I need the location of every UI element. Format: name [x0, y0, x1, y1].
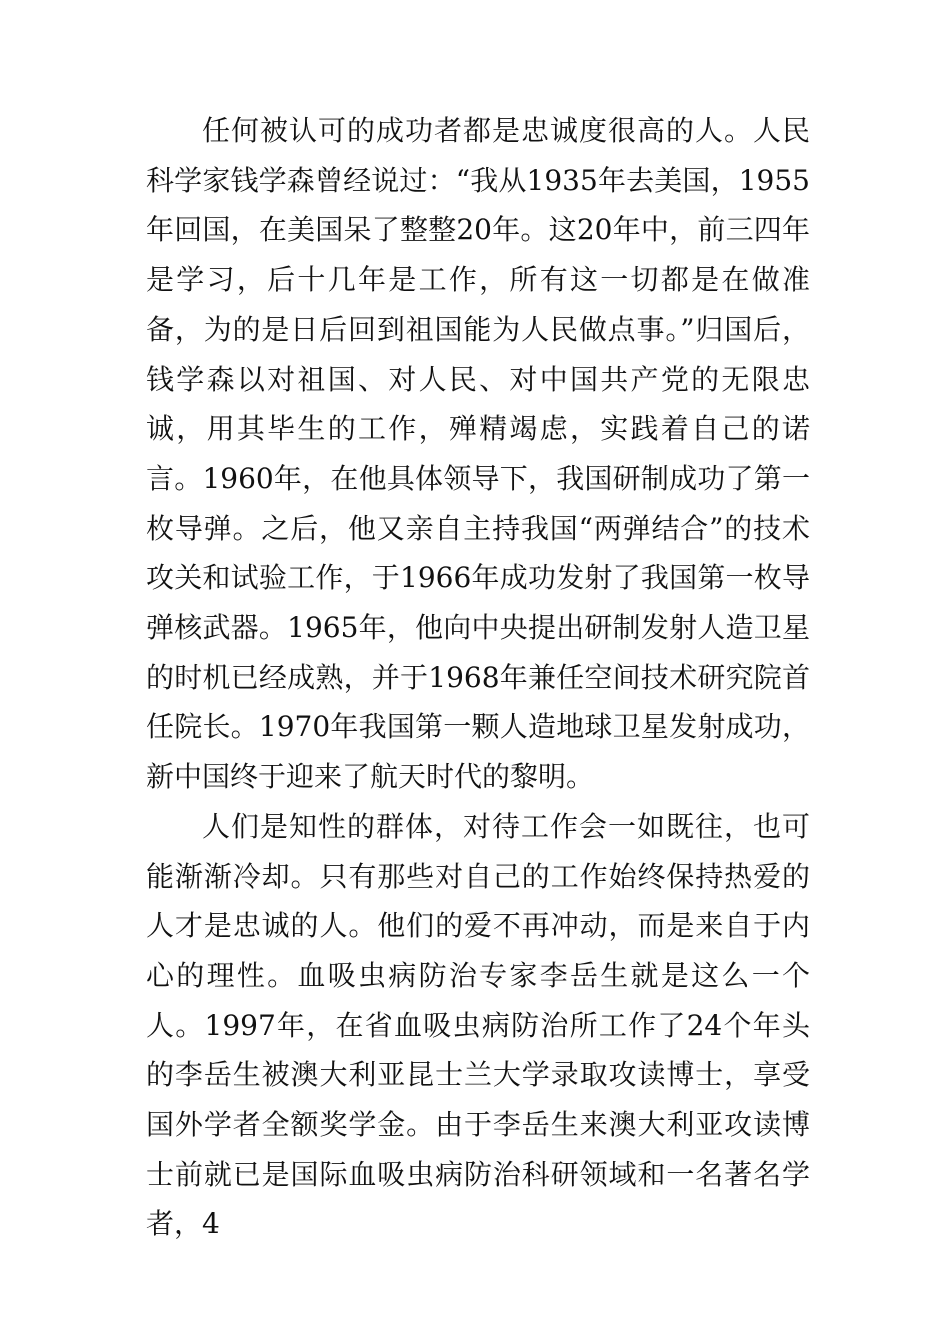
- paragraph-qian-xuesen: 任何被认可的成功者都是忠诚度很高的人。人民科学家钱学森曾经说过：“我从1935年去美国，1955年回国，在美国呆了整整20年。这20年中，前三四年是学习，后十几年是工作，所有这一切都是在做准备，为的是日后回到祖国能为人民做点事。”归国后，钱学森以对祖国、对人民、对中国共产党的无限忠诚，用其毕生的工作，殚精竭虑，实践着自己的诺言。1960年，在他具体领导下，我国研制成功了第一枚导弹。之后，他又亲自主持我国“两弹结合”的技术攻关和试验工作，于1966年成功发射了我国第一枚导弹核武器。1965年，他向中央提出研制发射人造卫星的时机已经成熟，并于1968年兼任空间技术研究院首任院长。1970年我国第一颗人造地球卫星发射成功，新中国终于迎来了航天时代的黎明。: [146, 114, 810, 794]
- paragraph-li-yuesheng: 人们是知性的群体，对待工作会一如既往，也可能渐渐冷却。只有那些对自己的工作始终保持热爱的人才是忠诚的人。他们的爱不再冲动，而是来自于内心的理性。血吸虫病防治专家李岳生就是这么一个人。1997年，在省血吸虫病防治所工作了24个年头的李岳生被澳大利亚昆士兰大学录取攻读博士，享受国外学者全额奖学金。由于李岳生来澳大利亚攻读博士前就已是国际血吸虫病防治科研领域和一名著名学者，4: [146, 809, 810, 1241]
- document-body: [146, 106, 810, 1249]
